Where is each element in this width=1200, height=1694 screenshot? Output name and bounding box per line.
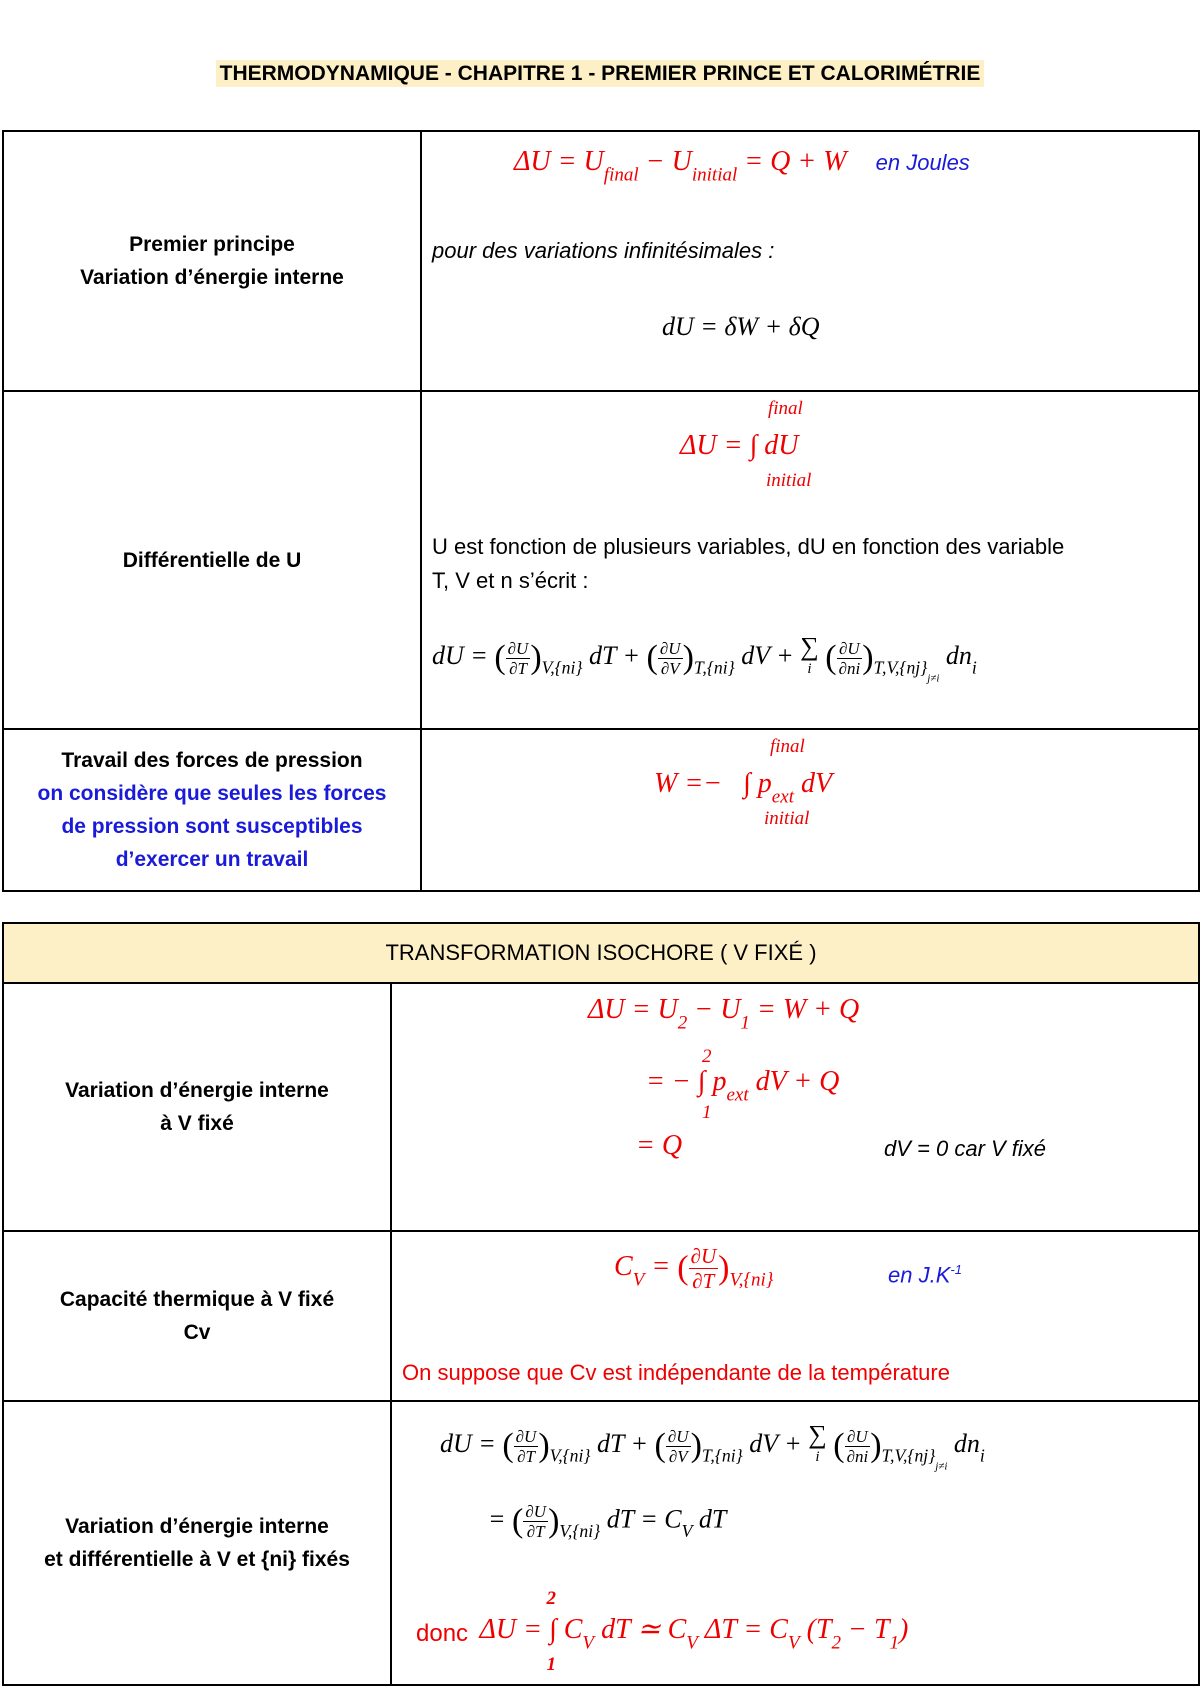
label-line-blue: on considère que seules les forces xyxy=(37,782,387,805)
first-principle-equation xyxy=(514,146,970,186)
eq-part: ΔT = C xyxy=(697,1614,788,1645)
eq-sub: ext xyxy=(771,786,794,808)
isochoric-equation-line1 xyxy=(588,994,859,1034)
page-title xyxy=(0,62,1200,86)
row-label xyxy=(3,131,421,391)
total-differential-equation: dU = ( $\frac{\partial U}{\partial T}$ )$_{V,\{ni\}}$ dT + ( $\frac{\partial U}{\partial V}$ )$_{T,\{ni\}}$ dV + ∑ i ( $\frac{\partial U}{\partial ni}$ )$_{T,V,\{nj\}j\ne i}$ $dn_i$ xyxy=(432,632,977,685)
eq-sub: T,{ni} xyxy=(693,657,735,678)
unit-note: en Joules xyxy=(875,150,970,175)
frac-den: ∂T xyxy=(526,1522,545,1541)
eq-part: p xyxy=(712,1066,727,1097)
frac-num: ∂U xyxy=(845,1427,871,1447)
eq-part: p xyxy=(750,768,772,799)
eq-part: C xyxy=(556,1614,583,1645)
label-line: Variation d’énergie interne xyxy=(65,1515,329,1538)
row-label xyxy=(3,729,421,891)
eq-sub: j≠i xyxy=(935,1460,948,1473)
integral-upper-bound: 2 xyxy=(546,1588,556,1609)
eq-sub: final xyxy=(603,164,639,186)
row-label xyxy=(3,983,391,1231)
isochoric-note: dV = 0 car V fixé xyxy=(884,1136,1047,1161)
eq-sub: 1 xyxy=(740,1012,750,1034)
eq-sub: V xyxy=(681,1521,693,1542)
row-content xyxy=(391,1401,1199,1685)
isochoric-equation-line2 xyxy=(646,1046,840,1123)
label-line: et différentielle à V et {ni} fixés xyxy=(44,1548,350,1571)
integral-equation xyxy=(680,398,812,491)
eq-sub: V xyxy=(632,1269,645,1291)
eq-part: C xyxy=(614,1250,633,1282)
label-line: Premier principe xyxy=(129,233,295,256)
eq-part: − T xyxy=(841,1614,890,1645)
eq-part: dU = xyxy=(440,1428,496,1458)
eq-part: ΔU = U xyxy=(588,994,678,1025)
isochoric-table xyxy=(2,922,1200,1686)
integral-sign: ∫ xyxy=(697,1066,706,1097)
eq-part: dT xyxy=(692,1504,727,1534)
eq-part: = Q + W xyxy=(737,146,847,177)
eq-sub: V,{ni} xyxy=(559,1521,601,1542)
eq-part: ΔU = U xyxy=(514,146,604,177)
frac-den: ∂T xyxy=(517,1446,535,1466)
eq-sub: 2 xyxy=(677,1012,688,1034)
frac-num: ∂U xyxy=(507,638,529,658)
unit-exponent: -1 xyxy=(950,1262,962,1277)
first-principle-table xyxy=(2,130,1200,892)
row-content xyxy=(391,1231,1199,1401)
eq-part: W =− xyxy=(654,768,723,799)
eq-sub: i xyxy=(979,1445,985,1466)
eq-sub: ext xyxy=(726,1084,749,1106)
unit-text: en J.K xyxy=(888,1262,951,1288)
frac-den: ∂T xyxy=(692,1269,715,1293)
unit-note xyxy=(888,1262,962,1288)
label-line-blue: d’exercer un travail xyxy=(115,848,309,871)
frac-num: ∂U xyxy=(659,638,681,658)
total-differential-equation: dU = ( $\frac{\partial U}{\partial T}$ )$_{V,\{ni\}}$ dT + ( $\frac{\partial U}{\partial V}$ )$_{T,\{ni\}}$ dV + ∑ i ( $\frac{\partial U}{\partial ni}$ )$_{T,V,\{nj\}j\ne i}$ $dn_i$ xyxy=(440,1420,985,1473)
work-equation xyxy=(654,736,833,829)
table-row xyxy=(3,391,1199,729)
label-line: Cv xyxy=(183,1321,211,1344)
eq-part: ΔU = xyxy=(479,1614,550,1645)
eq-part: ΔU = xyxy=(680,430,750,461)
eq-part: dV + xyxy=(749,1428,802,1458)
row-label xyxy=(3,1231,391,1401)
integrated-equation xyxy=(416,1588,909,1675)
eq-part: dT ≃ C xyxy=(594,1614,687,1645)
integral-lower-bound: 1 xyxy=(546,1654,556,1675)
isochoric-header: TRANSFORMATION ISOCHORE ( V FIXÉ ) xyxy=(3,923,1199,983)
eq-sub: T,V,{nj} xyxy=(873,657,928,678)
eq-sub: V,{ni} xyxy=(729,1269,774,1291)
integral-sign: ∫ xyxy=(749,430,758,461)
frac-den: ∂ni xyxy=(846,1446,869,1466)
sum-sign: ∑ xyxy=(800,632,819,661)
eq-sub: V xyxy=(582,1632,595,1654)
sum-sign: ∑ xyxy=(808,1420,827,1449)
row-label xyxy=(3,1401,391,1685)
eq-part: − U xyxy=(687,994,741,1025)
integral-lower-bound: initial xyxy=(764,808,810,829)
eq-sub: V,{ni} xyxy=(541,657,583,678)
eq-part: = − xyxy=(646,1066,691,1097)
page-title-text: THERMODYNAMIQUE - CHAPITRE 1 - PREMIER PRINCE ET CALORIMÉTRIE xyxy=(216,60,985,87)
assumption-text: On suppose que Cv est indépendante de la température xyxy=(402,1360,950,1385)
eq-sub: i xyxy=(971,657,977,678)
row-content xyxy=(421,131,1199,391)
row-content xyxy=(421,391,1199,729)
frac-den: ∂T xyxy=(509,658,527,678)
isochoric-equation-line3: = Q xyxy=(636,1130,683,1161)
function-text xyxy=(432,530,1064,598)
eq-sub: T,V,{nj} xyxy=(881,1445,936,1466)
frac-num: ∂U xyxy=(667,1426,689,1446)
eq-part: dT + xyxy=(597,1428,649,1458)
table-row xyxy=(3,131,1199,391)
eq-sub: T,{ni} xyxy=(701,1445,743,1466)
donc-text: donc xyxy=(416,1619,469,1647)
frac-den: ∂ni xyxy=(838,658,861,678)
integral-upper-bound: final xyxy=(770,736,805,757)
differential-equation: dU = δW + δQ xyxy=(662,312,820,341)
eq-part: dn xyxy=(945,640,972,670)
frac-num: ∂U xyxy=(515,1426,537,1446)
integral-lower-bound: initial xyxy=(766,470,812,491)
table-row xyxy=(3,1231,1199,1401)
row-content xyxy=(421,729,1199,891)
sum-index: i xyxy=(815,1449,820,1465)
integral-sign: ∫ xyxy=(549,1614,557,1645)
eq-part: = xyxy=(488,1504,506,1534)
sum-index: i xyxy=(807,661,812,677)
eq-part: = xyxy=(644,1250,678,1282)
label-line: Travail des forces de pression xyxy=(61,749,363,772)
eq-part: dU = xyxy=(432,640,488,670)
eq-part: dV + xyxy=(741,640,794,670)
label-line: à V fixé xyxy=(160,1112,234,1135)
eq-part: − U xyxy=(638,146,692,177)
frac-num: ∂U xyxy=(525,1502,547,1521)
eq-part: = W + Q xyxy=(749,994,860,1025)
integral-lower-bound: 1 xyxy=(702,1102,712,1123)
label-line-blue: de pression sont susceptibles xyxy=(61,815,363,838)
eq-sub: 1 xyxy=(889,1632,900,1654)
integral-upper-bound: 2 xyxy=(702,1046,712,1067)
row-label: Différentielle de U xyxy=(3,391,421,729)
eq-part: dT + xyxy=(589,640,641,670)
eq-part: ) xyxy=(899,1614,909,1645)
text-line: T, V et n s’écrit : xyxy=(432,568,589,593)
frac-num: ∂U xyxy=(837,639,863,659)
heat-capacity-equation: $C_V$ = ( $\frac{\partial U}{\partial T}$ )$_{V,\{ni\}}$ xyxy=(614,1244,774,1293)
eq-sub: 2 xyxy=(831,1632,842,1654)
eq-part: dV xyxy=(793,768,833,799)
eq-part: dT = C xyxy=(606,1504,682,1534)
frac-num: ∂U xyxy=(690,1244,717,1268)
frac-den: ∂V xyxy=(668,1446,688,1466)
eq-part: dV + Q xyxy=(748,1066,840,1097)
label-line: Variation d’énergie interne xyxy=(80,266,344,289)
text-line: U est fonction de plusieurs variables, dU en fonction des variable xyxy=(432,534,1065,559)
integral-upper-bound: final xyxy=(768,398,803,419)
eq-sub: initial xyxy=(691,164,738,186)
frac-den: ∂V xyxy=(660,658,680,678)
eq-part: dU xyxy=(757,430,799,461)
eq-part: dn xyxy=(953,1428,980,1458)
table-row xyxy=(3,1401,1199,1685)
table-header-row xyxy=(3,923,1199,983)
eq-sub: V xyxy=(686,1632,698,1654)
table-row xyxy=(3,729,1199,891)
eq-sub: j≠i xyxy=(927,672,940,685)
infinitesimal-text: pour des variations infinitésimales : xyxy=(432,238,775,263)
label-line: Capacité thermique à V fixé xyxy=(59,1288,335,1311)
eq-part: (T xyxy=(799,1614,832,1645)
table-row xyxy=(3,983,1199,1231)
eq-sub: V,{ni} xyxy=(549,1445,591,1466)
integral-sign: ∫ xyxy=(743,768,751,799)
row-content xyxy=(391,983,1199,1231)
eq-sub: V xyxy=(787,1632,800,1654)
isochoric-differential-equation: = ( $\frac{\partial U}{\partial T}$ )$_{V,\{ni\}}$ dT = $C_V$ dT xyxy=(488,1502,727,1542)
label-line: Variation d’énergie interne xyxy=(65,1079,329,1102)
